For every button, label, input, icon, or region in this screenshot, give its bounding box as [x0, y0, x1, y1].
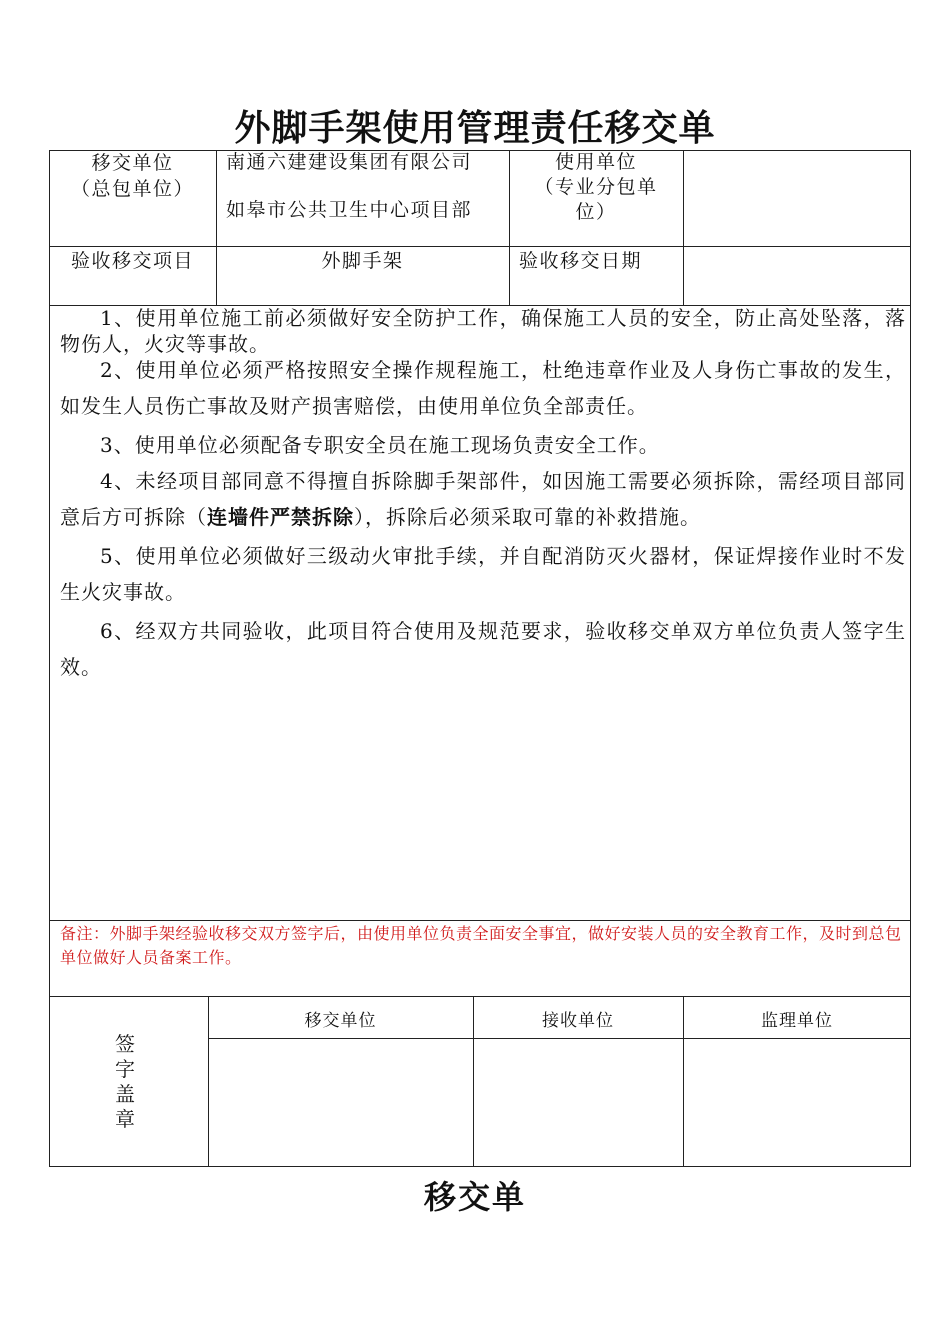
acceptance-item-value: 外脚手架 [321, 250, 404, 272]
signature-box-supervise[interactable] [684, 1039, 910, 1166]
user-unit-label-line1: 使用单位 [554, 151, 637, 173]
term-4-text-end: ），拆除后必须采取可靠的补救措施。 [354, 505, 701, 529]
term-3: 3、使用单位必须配备专职安全员在施工现场负责安全工作。 [100, 433, 660, 457]
user-unit-label-line2: （专业分包单 [534, 176, 658, 198]
signature-label-char: 签 [115, 1032, 135, 1056]
row-divider [49, 996, 911, 997]
signature-col-receive: 接收单位 [542, 1011, 614, 1031]
signature-label-char: 字 [115, 1057, 135, 1081]
row-divider [49, 246, 911, 247]
signature-box-receive[interactable] [474, 1039, 682, 1166]
term-6: 6、经双方共同验收，此项目符合使用及规范要求，验收移交单双方单位负责人签字生效。 [60, 619, 906, 679]
acceptance-date-label: 验收移交日期 [519, 250, 643, 272]
col-divider [216, 150, 217, 306]
term-5: 5、使用单位必须做好三级动火审批手续，并自配消防灭火器材，保证焊接作业时不发生火灾事故。 [60, 544, 906, 604]
acceptance-item-label: 验收移交项目 [70, 250, 194, 272]
term-4 [60, 463, 906, 535]
transfer-unit-label-line1: 移交单位 [91, 152, 174, 174]
signature-label-char: 章 [115, 1107, 135, 1131]
transfer-unit-project: 如皋市公共卫生中心项目部 [226, 199, 473, 221]
term-4-text: 4、未经项目部同意不得擅自拆除脚手架部件，如因施工需要必须拆除，需经项目部同意后方可拆除（ [60, 469, 906, 529]
term-4-emphasis: 连墙件严禁拆除 [207, 505, 354, 529]
signature-col-supervise: 监理单位 [761, 1011, 833, 1031]
signature-label-char: 盖 [115, 1082, 135, 1106]
signature-col-transfer: 移交单位 [304, 1011, 377, 1031]
signature-box-transfer[interactable] [209, 1039, 472, 1166]
term-1: 1、使用单位施工前必须做好安全防护工作，确保施工人员的安全，防止高处坠落，落物伤人，火灾等事故。 [60, 306, 906, 356]
transfer-unit-label-line2: （总包单位） [70, 178, 194, 200]
user-unit-label [509, 150, 683, 225]
signature-seal-label [110, 1032, 140, 1132]
term-2: 2、使用单位必须严格按照安全操作规程施工，杜绝违章作业及人身伤亡事故的发生，如发生人员伤亡事故及财产损害赔偿，由使用单位负全部责任。 [60, 358, 906, 418]
transfer-unit-value [226, 150, 509, 222]
document-title: 外脚手架使用管理责任移交单 [234, 107, 716, 149]
remark-note: 备注：外脚手架经验收移交双方签字后，由使用单位负责全面安全事宜，做好安装人员的安全教育工作，及时到总包单位做好人员备案工作。 [60, 924, 902, 967]
transfer-unit-label [49, 150, 216, 202]
transfer-unit-company: 南通六建建设集团有限公司 [226, 151, 473, 173]
footer-title: 移交单 [423, 1178, 526, 1216]
user-unit-label-line3: 位） [575, 201, 617, 223]
row-divider [49, 920, 911, 921]
col-divider [683, 150, 684, 306]
